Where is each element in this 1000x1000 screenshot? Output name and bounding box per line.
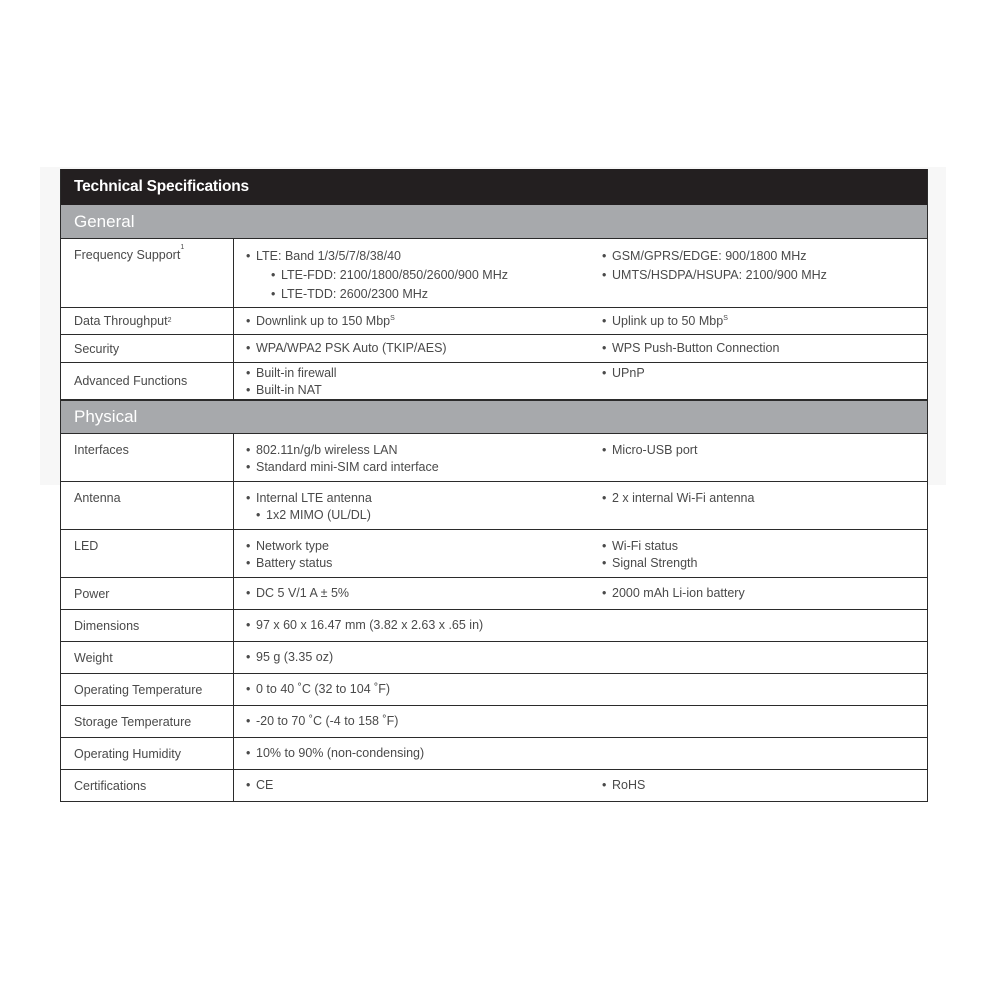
spec-subvalue [246,285,590,304]
spec-value [246,777,273,794]
value-column-right [590,642,927,673]
spec-value [602,266,927,285]
row-label [61,674,234,705]
row-label [61,434,234,481]
row-label [61,642,234,673]
spec-value-text: 97 x 60 x 16.47 mm (3.82 x 2.63 x .65 in) [256,618,484,632]
row-label: Data Throughput 2 [61,308,234,334]
spec-value [602,442,927,459]
spec-value-text: 10% to 90% (non-condensing) [256,746,425,760]
spec-value [246,681,390,698]
spec-value [246,713,398,730]
row-label-text: Security [74,341,120,356]
bullet: • [246,383,251,397]
value-column-left [234,578,590,609]
value-column-right [590,738,927,769]
row-label-text: Storage Temperature [74,714,192,729]
bullet: • [246,650,251,664]
spec-row-throughput [61,308,927,335]
row-label [61,530,234,577]
bullet: • [602,586,607,600]
bullet: • [602,313,607,328]
spec-value-text: CE [256,778,274,792]
spec-value [246,555,590,572]
value-column-left [234,482,590,529]
spec-row-weight [61,642,927,674]
spec-value-text: LTE-TDD: 2600/2300 MHz [281,287,429,301]
spec-row-antenna [61,482,927,530]
row-label-text: Interfaces [74,443,129,457]
value-column-right [590,363,927,399]
spec-value [246,459,590,476]
spec-row-dimensions [61,610,927,642]
spec-value [602,538,927,555]
spec-value [602,313,728,330]
bullet: • [246,714,251,728]
spec-value [246,538,590,555]
spec-value-text: Signal Strength [612,556,698,570]
spec-value-text: UMTS/HSDPA/HSUPA: 2100/900 MHz [612,268,827,282]
bullet: • [602,556,607,570]
bullet: • [246,746,251,760]
spec-subvalue [246,266,590,285]
value-column-left [234,642,590,673]
row-label [61,770,234,801]
spec-value [246,340,447,357]
row-label-text: Weight [74,650,113,665]
row-label-text: Dimensions [74,618,140,633]
value-column-right [590,482,927,529]
bullet: • [246,313,251,328]
spec-row-interfaces [61,434,927,482]
footnote-mark: S [390,314,395,322]
spec-value [602,585,745,602]
row-label-text: Operating Humidity [74,746,181,761]
spec-row-certifications [61,770,927,801]
spec-value-text: LTE-FDD: 2100/1800/850/2600/900 MHz [281,268,508,282]
spec-row-security [61,335,927,363]
bullet: • [246,249,251,263]
spec-value-text: -20 to 70 ˚C (-4 to 158 ˚F) [256,714,399,728]
bullet: • [246,491,251,505]
bullet: • [246,460,251,474]
spec-value-text: RoHS [612,778,646,792]
value-column-left [234,363,590,399]
spec-value [602,247,927,266]
spec-value-text: Downlink up to 150 Mbp [256,313,391,328]
spec-value-text: 0 to 40 ˚C (32 to 104 ˚F) [256,682,391,696]
spec-value-text: Battery status [256,556,333,570]
row-label [61,610,234,641]
row-label-text: Data Throughput [74,314,168,328]
spec-value-text: 95 g (3.35 oz) [256,650,334,664]
spec-value [246,745,424,762]
spec-row-operating-temperature [61,674,927,706]
row-label [61,578,234,609]
bullet: • [602,249,607,263]
spec-value [246,365,590,382]
spec-value [246,442,590,459]
spec-value-text: UPnP [612,366,645,380]
spec-value-text: Built-in firewall [256,366,337,380]
row-label-text: Operating Temperature [74,682,203,697]
spec-value [246,382,590,399]
value-column-right [590,239,927,307]
value-column-left [234,530,590,577]
spec-subvalue [246,507,590,524]
bullet: • [246,778,251,792]
bullet: • [246,586,251,600]
spec-value [246,247,590,266]
spec-value-text: 2 x internal Wi-Fi antenna [612,491,755,505]
value-column-left [234,674,590,705]
spec-value-text: 1x2 MIMO (UL/DL) [266,508,371,522]
value-column-right [590,610,927,641]
spec-value-text: Uplink up to 50 Mbp [612,313,724,328]
bullet: • [246,341,251,355]
bullet: • [602,341,607,355]
row-label [61,335,234,362]
bullet: • [246,366,251,380]
value-column-right [590,770,927,801]
bullet: • [271,268,276,282]
spec-value-text: Standard mini-SIM card interface [256,460,439,474]
spec-value [246,617,483,634]
row-label-text: Certifications [74,778,147,793]
bullet: • [602,366,607,380]
spec-row-frequency [61,239,927,308]
value-column-right [590,308,927,334]
value-column-left [234,706,590,737]
value-column-left [234,770,590,801]
bullet: • [246,443,251,457]
row-label [61,738,234,769]
value-column-left [234,434,590,481]
value-column-left [234,308,590,334]
row-label-text: Power [74,586,110,601]
spec-value-text: Micro-USB port [612,443,698,457]
value-column-right [590,674,927,705]
value-column-left [234,239,590,307]
row-label: Frequency Support 1 [61,239,234,307]
bullet: • [246,682,251,696]
row-label [61,482,234,529]
spec-value-text: WPS Push-Button Connection [612,341,780,355]
spec-value-text: GSM/GPRS/EDGE: 900/1800 MHz [612,249,807,263]
value-column-right [590,530,927,577]
value-column-right [590,578,927,609]
value-column-right [590,706,927,737]
bullet: • [602,443,607,457]
bullet: • [602,539,607,553]
row-label-text: Frequency Support [74,248,181,262]
spec-value [602,365,927,382]
spec-value-text: Wi-Fi status [612,539,678,553]
spec-value-text: LTE: Band 1/3/5/7/8/38/40 [256,249,402,263]
bullet: • [602,268,607,282]
value-column-right [590,335,927,362]
value-column-right [590,434,927,481]
spec-value [246,649,333,666]
bullet: • [246,556,251,570]
spec-value [602,340,779,357]
row-label-text: Antenna [74,491,121,505]
bullet: • [271,287,276,301]
spec-row-operating-humidity [61,738,927,770]
spec-value [602,490,927,507]
spec-value [246,585,349,602]
footnote-mark: S [723,314,728,322]
spec-value-text: 2000 mAh Li-ion battery [612,586,745,600]
spec-value [246,490,590,507]
section-heading-physical: Physical [61,400,927,434]
spec-title: Technical Specifications [61,169,927,205]
spec-table [60,169,928,802]
spec-value-text: Network type [256,539,329,553]
spec-value [602,555,927,572]
spec-value-text: 802.11n/g/b wireless LAN [256,443,398,457]
spec-row-power [61,578,927,610]
spec-value [602,777,645,794]
spec-value-text: WPA/WPA2 PSK Auto (TKIP/AES) [256,341,447,355]
value-column-left [234,738,590,769]
spec-value [246,313,395,330]
bullet: • [256,508,261,522]
bullet: • [246,539,251,553]
spec-value-text: DC 5 V/1 A ± 5% [256,586,350,600]
spec-row-storage-temperature [61,706,927,738]
spec-row-advanced-functions [61,363,927,400]
section-heading-general: General [61,205,927,239]
bullet: • [246,618,251,632]
bullet: • [602,491,607,505]
row-label-text: LED [74,539,99,553]
spec-value-text: Built-in NAT [256,383,322,397]
spec-row-led [61,530,927,578]
value-column-left [234,610,590,641]
value-column-left [234,335,590,362]
row-label-text: Advanced Functions [74,374,188,388]
bullet: • [602,778,607,792]
row-label [61,706,234,737]
row-label [61,363,234,399]
spec-value-text: Internal LTE antenna [256,491,372,505]
